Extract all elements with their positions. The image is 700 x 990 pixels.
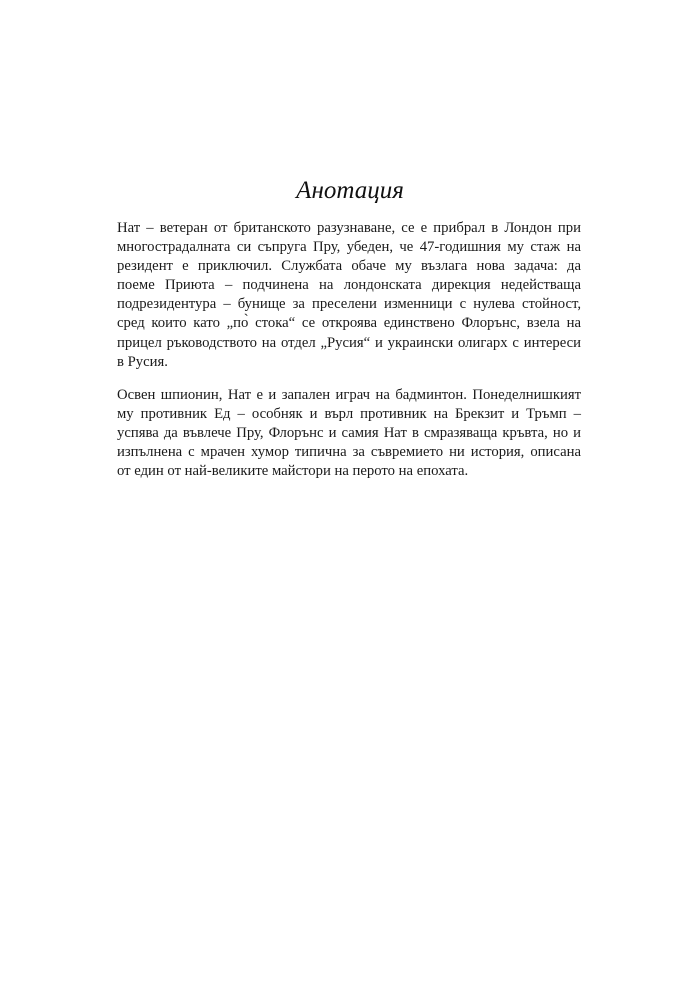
text-line: Освен шпионин, Нат е и запален играч на бадминтон. Понеделнишкият: [117, 386, 581, 403]
text-line: му противник Ед – особняк и върл противник на Брекзит и Тръмп –: [117, 405, 581, 422]
text-line: многострадалната си съпруга Пру, убеден, че 47-годишния му стаж на: [117, 239, 581, 256]
paragraph: [117, 219, 581, 372]
text-line: изпълнена с мрачен хумор типична за съвремието ни история, описана: [117, 444, 581, 461]
page-title: Анотация: [296, 177, 404, 204]
text-line: поеме Приюта – подчинена на лондонската дирекция недействаща: [117, 277, 581, 294]
text-line: резидент е приключил. Службата обаче му възлага нова задача: да: [117, 258, 581, 275]
annotation-body: [117, 219, 581, 481]
text-line: в Русия.: [117, 353, 168, 370]
text-line: прицел ръководството на отдел „Русия“ и украински олигарх с интереси: [117, 334, 581, 351]
text-line: Нат – ветеран от британското разузнаване, се е прибрал в Лондон при: [117, 220, 581, 236]
text-line: подрезидентура – бунище за преселени изменници с нулева стойност,: [117, 296, 581, 313]
text-line: сред които като „по̀ стока“ се откроява единствено Флорънс, взела на: [117, 315, 581, 332]
text-line: от един от най-великите майстори на перото на епохата.: [117, 463, 469, 480]
text-line: успява да въвлече Пру, Флорънс и самия Нат в смразяваща кръвта, но и: [117, 424, 581, 441]
paragraph: [117, 386, 581, 481]
